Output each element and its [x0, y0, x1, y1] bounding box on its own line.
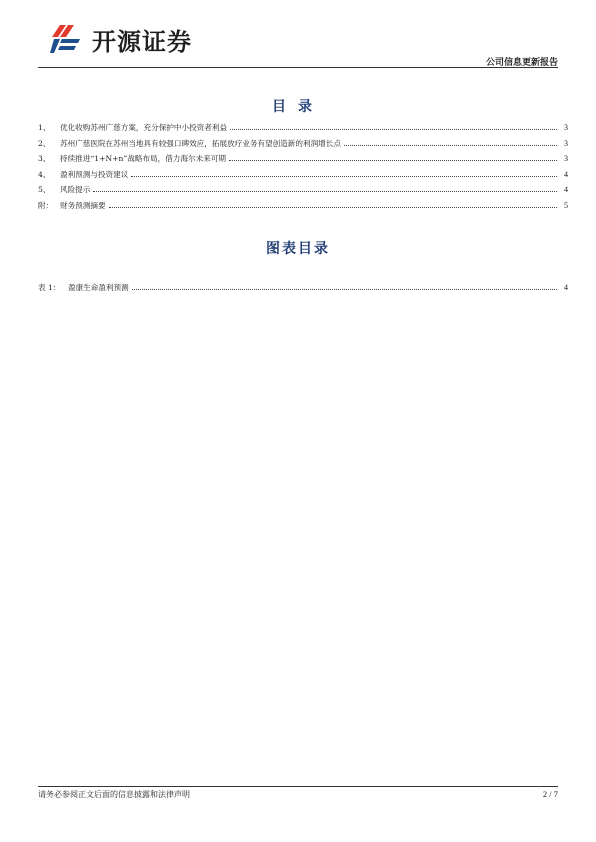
- toc-entry-number: 附：: [38, 200, 54, 210]
- toc-list: [38, 120, 568, 214]
- figure-list: [38, 280, 568, 296]
- toc-entry-number: 5、: [38, 185, 51, 195]
- toc-entry[interactable]: [38, 167, 568, 183]
- toc-entry-page[interactable]: 5: [564, 200, 568, 210]
- toc-entry-label[interactable]: 苏州广慈医院在苏州当地具有较强口碑效应，拓展放疗业务有望创造新的利润增长点: [60, 138, 341, 148]
- toc-entry-number: 2、: [38, 138, 51, 148]
- header-divider: [38, 67, 558, 68]
- figure-list-title: 图表目录: [266, 241, 330, 257]
- toc-entry-number: 1、: [38, 123, 51, 132]
- toc-leader-dots: [131, 176, 557, 177]
- footer-disclaimer: 请务必参阅正文后面的信息披露和法律声明: [38, 790, 190, 799]
- toc-entry[interactable]: [38, 120, 568, 136]
- toc-entry[interactable]: [38, 151, 568, 167]
- toc-entry-page[interactable]: 4: [564, 185, 568, 195]
- brand-logo: [50, 22, 192, 56]
- toc-leader-dots: [93, 191, 557, 192]
- toc-entry-label[interactable]: 风险提示: [60, 185, 91, 195]
- toc-entry-page[interactable]: 3: [564, 123, 568, 132]
- figure-entry-page[interactable]: 4: [564, 283, 568, 292]
- figure-entry[interactable]: [38, 280, 568, 296]
- figure-entry-label[interactable]: 盈康生命盈利预测: [68, 283, 129, 292]
- toc-entry-page[interactable]: 3: [564, 138, 568, 148]
- brand-name: 开源证券: [92, 27, 192, 56]
- report-type: 公司信息更新报告: [485, 58, 558, 68]
- toc-leader-dots: [229, 160, 557, 161]
- kaiyuan-logo-icon: [50, 23, 86, 55]
- toc-entry-label[interactable]: 持续推进“1+N+n”战略布局，借力海尔未来可期: [60, 154, 226, 164]
- toc-title: 目录: [272, 99, 324, 115]
- footer-divider: [38, 786, 558, 787]
- toc-entry-label[interactable]: 财务预测摘要: [60, 200, 106, 210]
- toc-leader-dots: [132, 289, 557, 290]
- toc-entry-page[interactable]: 3: [564, 154, 568, 164]
- toc-leader-dots: [109, 207, 557, 208]
- toc-leader-dots: [230, 129, 557, 130]
- page-indicator: 2 / 7: [542, 789, 558, 799]
- toc-entry[interactable]: [38, 136, 568, 152]
- toc-entry[interactable]: [38, 182, 568, 198]
- toc-entry-number: 3、: [38, 154, 51, 164]
- toc-entry-page[interactable]: 4: [564, 169, 568, 179]
- toc-entry-label[interactable]: 优化收购苏州广慈方案，充分保护中小投资者利益: [60, 123, 228, 132]
- toc-entry[interactable]: [38, 198, 568, 214]
- toc-entry-label[interactable]: 盈利预测与投资建议: [60, 169, 129, 179]
- figure-entry-number: 表 1：: [38, 283, 61, 292]
- toc-entry-number: 4、: [38, 169, 51, 179]
- toc-leader-dots: [344, 145, 557, 146]
